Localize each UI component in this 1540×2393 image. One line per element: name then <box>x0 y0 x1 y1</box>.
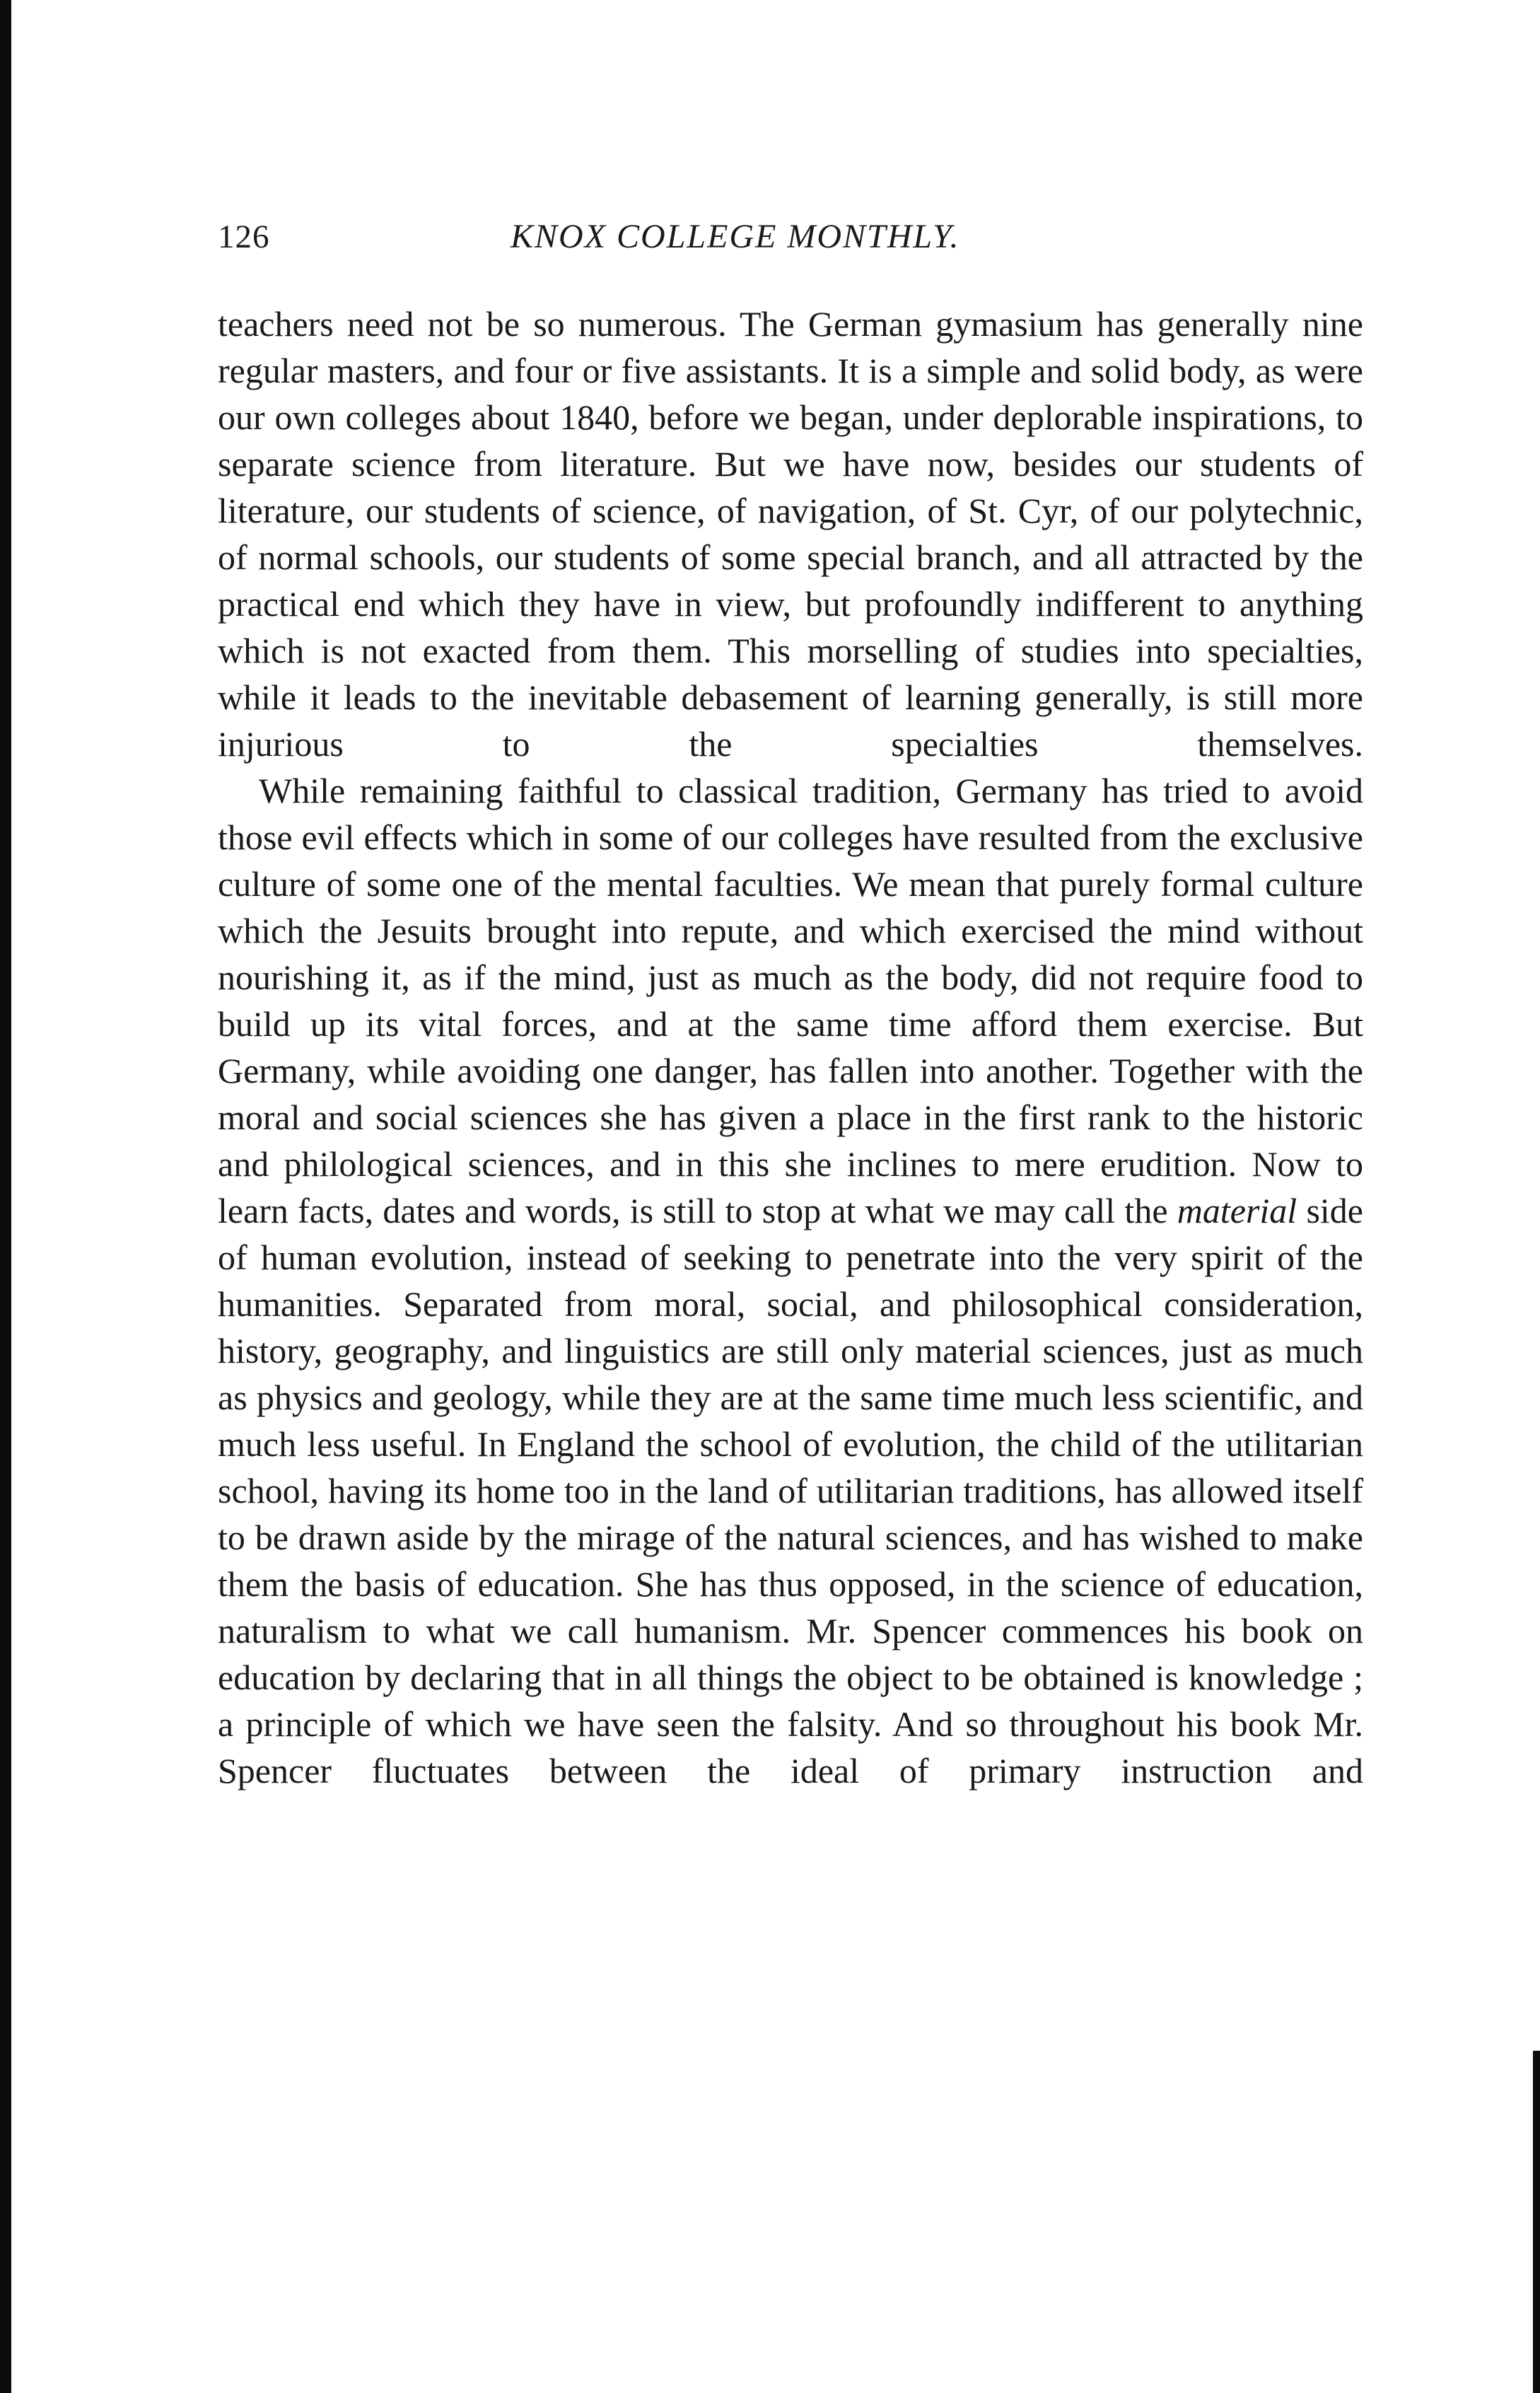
italic-emphasis: material <box>1177 1191 1297 1230</box>
running-head <box>218 212 1362 262</box>
paragraph-2-part-1: While remaining faithful to classical tradition, Germany has tried to avoid those evil effects which in some of our colleges have resulted from the exclusive culture of some one of the mental faculties. We mean that purely formal culture which the Jesuits brought into repute, and which exercised the mind without nourishing it, as if the mind, just as much as the body, did not require food to build up its vital forces, and at the same time afford them exercise. But Germany, while avoiding one danger, has fallen into another. Together with the moral and social sciences she has given a place in the first rank to the historic and philological sciences, and in this she inclines to mere erudition. Now to learn facts, dates and words, is still to stop at what we may call the <box>218 771 1363 1230</box>
page-number: 126 <box>218 219 270 255</box>
paragraph-2-part-2: side of human evolution, instead of seeking to penetrate into the very spirit of the humanities. Separated from moral, social, and philosophical consideration, history, geography, and linguistics are still only material sciences, just as much as physics and geology, while they are at the same time much less scientific, and much less useful. In England the school of evolution, the child of the utilitarian school, having its home too in the land of utilitarian traditions, has allowed itself to be drawn aside by the mirage of the natural sciences, and has wished to make them the basis of education. She has thus opposed, in the science of education, naturalism to what we call humanism. Mr. Spencer commences his book on education by declaring that in all things the object to be obtained is knowledge ; a principle of which we have seen the falsity. And so throughout his book Mr. Spencer fluctuates between the ideal of primary instruction and <box>218 1191 1363 1791</box>
scan-edge-right <box>1533 2051 1540 2393</box>
body-text <box>218 301 1363 1794</box>
journal-title: KNOX COLLEGE MONTHLY. <box>511 218 960 255</box>
paragraph-2 <box>218 767 1363 1794</box>
scan-edge-left <box>0 0 11 2393</box>
paragraph-1: teachers need not be so numerous. The German gymasium has generally nine regular masters, and four or five assistants. It is a simple and solid body, as were our own colleges about 1840, before we began, under deplorable inspirations, to separate science from literature. But we have now, besides our students of literature, our students of science, of navigation, of St. Cyr, of our polytechnic, of normal schools, our students of some special branch, and all attracted by the practical end which they have in view, but profoundly indifferent to anything which is not exacted from them. This morselling of studies into specialties, while it leads to the inevitable debasement of learning generally, is still more injurious to the specialties themselves. <box>218 304 1363 764</box>
